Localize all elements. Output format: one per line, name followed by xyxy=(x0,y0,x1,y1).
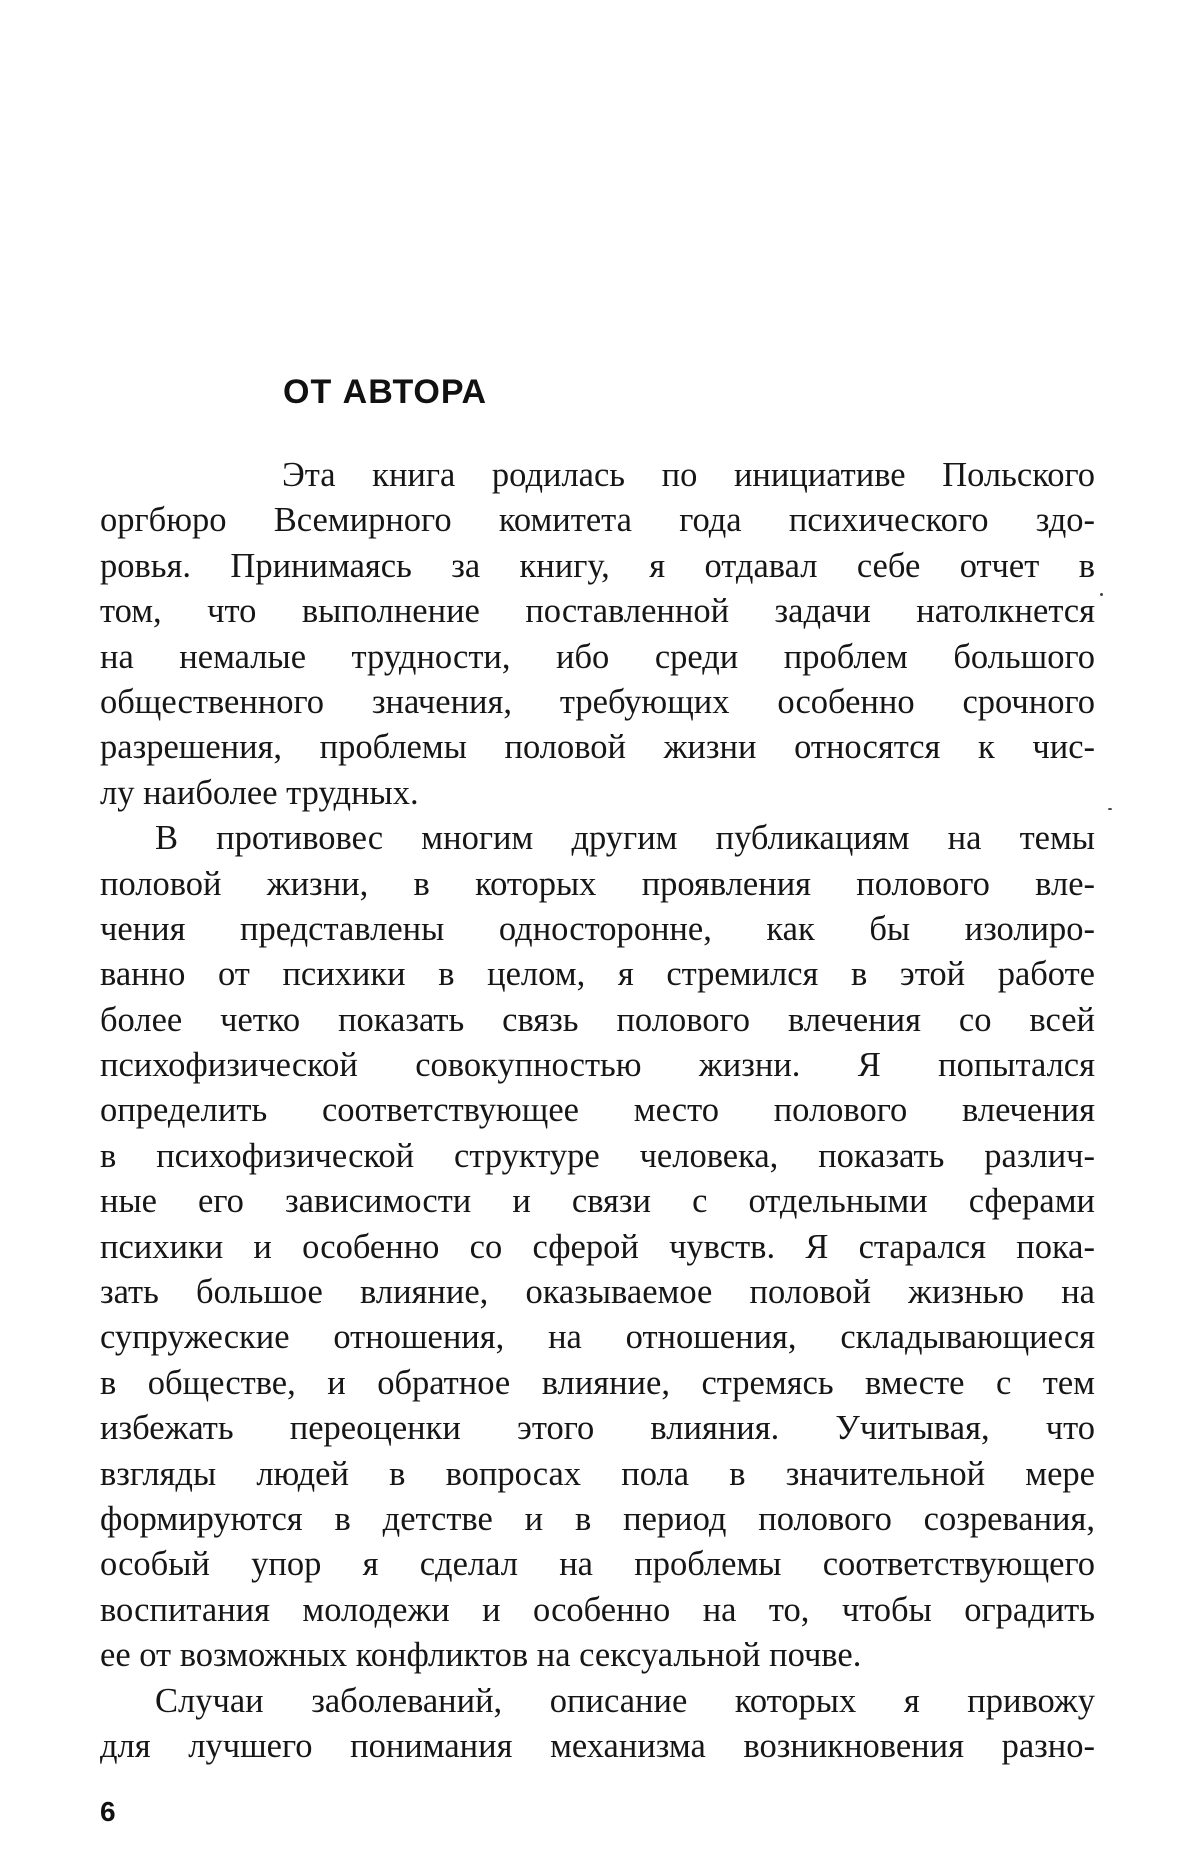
text-line: чения представлены односторонне, как бы изолиро- xyxy=(100,909,1095,948)
text-line: Случаи заболеваний, описание которых я привожу xyxy=(155,1681,1095,1720)
text-line: более четко показать связь полового влечения со всей xyxy=(100,1000,1095,1039)
text-line: ровья. Принимаясь за книгу, я отдавал себе отчет в xyxy=(100,546,1095,585)
text-line: в психофизической структуре человека, показать различ- xyxy=(100,1136,1095,1175)
section-heading: ОТ АВТОРА xyxy=(283,373,488,411)
scan-speck xyxy=(1108,808,1112,810)
text-line: воспитания молодежи и особенно на то, чтобы оградить xyxy=(100,1590,1095,1629)
text-line: избежать переоценки этого влияния. Учитывая, что xyxy=(100,1409,1095,1448)
text-line: ее от возможных конфликтов на сексуальной почве. xyxy=(100,1636,862,1675)
text-line: том, что выполнение поставленной задачи натолкнется xyxy=(100,592,1095,631)
text-line: на немалые трудности, ибо среди проблем большого xyxy=(100,637,1095,676)
page-number: 6 xyxy=(100,1796,116,1827)
scan-speck xyxy=(1100,593,1103,596)
text-line: психики и особенно со сферой чувств. Я старался пока- xyxy=(100,1227,1095,1266)
text-line: общественного значения, требующих особенно срочного xyxy=(100,682,1095,721)
body-text xyxy=(100,453,1095,1769)
text-line: оргбюро Всемирного комитета года психического здо- xyxy=(100,501,1095,540)
text-line: определить соответствующее место полового влечения xyxy=(100,1091,1095,1130)
text-line: психофизической совокупностью жизни. Я попытался xyxy=(100,1046,1095,1085)
text-line: лу наиболее трудных. xyxy=(100,773,419,812)
text-line: половой жизни, в которых проявления полового вле- xyxy=(100,864,1095,903)
text-line: взгляды людей в вопросах пола в значительной мере xyxy=(100,1454,1095,1493)
text-line: супружеские отношения, на отношения, складывающиеся xyxy=(100,1318,1095,1357)
text-line: в обществе, и обратное влияние, стремясь вместе с тем xyxy=(100,1363,1095,1402)
text-line: Эта книга родилась по инициативе Польского xyxy=(282,456,1095,494)
text-line: формируются в детстве и в период полового созревания, xyxy=(100,1499,1095,1538)
text-line: особый упор я сделал на проблемы соответствующего xyxy=(100,1545,1095,1584)
text-line: ные его зависимости и связи с отдельными сферами xyxy=(100,1182,1095,1221)
text-line: В противовес многим другим публикациям на темы xyxy=(155,819,1095,858)
text-line: для лучшего понимания механизма возникновения разно- xyxy=(100,1726,1095,1765)
text-line: зать большое влияние, оказываемое половой жизнью на xyxy=(100,1273,1095,1312)
text-line: ванно от психики в целом, я стремился в этой работе xyxy=(100,955,1095,994)
text-line: разрешения, проблемы половой жизни относятся к чис- xyxy=(100,728,1095,767)
